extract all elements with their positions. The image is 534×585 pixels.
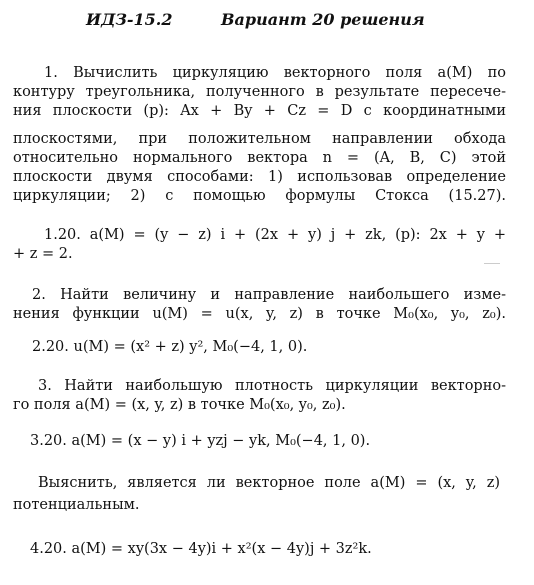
task2-line-1: 2. Найти величину и направление наибольшего изме- <box>32 287 506 303</box>
task3-item: 3.20. a(M) = (x − y) i + yzj − yk, M₀(−4, 1, 0). <box>30 433 371 449</box>
task2-line-2: нения функции u(M) = u(x, y, z) в точке M₀(x₀, y₀, z₀). <box>13 306 506 322</box>
task3-line-2: го поля a(M) = (x, y, z) в точке M₀(x₀, y₀, z₀). <box>13 397 346 413</box>
task1-item-line-2: + z = 2. <box>13 246 73 262</box>
task1-line-5: относительно нормального вектора n = (A, B, C) этой <box>13 150 506 166</box>
task1-line-7: циркуляции; 2) с помощью формулы Стокса (15.27). <box>13 188 506 204</box>
page-mark <box>484 263 500 264</box>
task1-line-6: плоскости двумя способами: 1) использовав определение <box>13 169 506 185</box>
task1-line-2: контуру треугольника, полученного в результате пересече- <box>13 84 506 100</box>
task2-item: 2.20. u(M) = (x² + z) y², M₀(−4, 1, 0). <box>32 339 308 355</box>
task1-item-line-1: 1.20. a(M) = (y − z) i + (2x + y) j + zk, (p): 2x + y + <box>44 227 506 243</box>
task4-line-2: потенциальным. <box>13 497 140 513</box>
task4-item: 4.20. a(M) = xy(3x − 4y)i + x²(x − 4y)j + 3z²k. <box>30 541 372 557</box>
task1-line-4: плоскостями, при положительном направлении обхода <box>13 131 506 147</box>
header-title: ИДЗ-15.2 <box>86 10 173 29</box>
header-variant: Вариант 20 решения <box>221 10 425 29</box>
task1-line-1: 1. Вычислить циркуляцию векторного поля a(M) по <box>44 65 506 81</box>
task4-line-1: Выяснить, является ли векторное поле a(M) = (x, y, z) <box>38 475 500 491</box>
task3-line-1: 3. Найти наибольшую плотность циркуляции векторно- <box>38 378 506 394</box>
task1-line-3: ния плоскости (p): Ax + By + Cz = D с координатными <box>13 103 506 119</box>
